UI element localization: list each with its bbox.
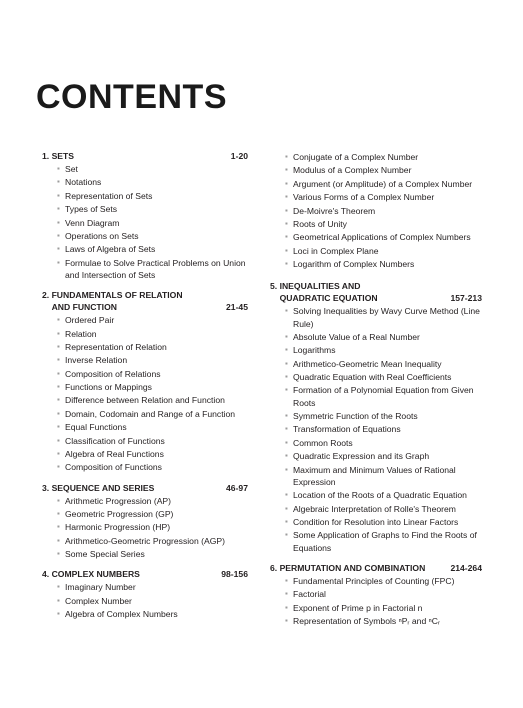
topic-item	[42, 230, 248, 242]
topic-label: Geometrical Applications of Complex Numbers	[293, 232, 471, 243]
chapter-page-range: 214-264	[450, 562, 482, 573]
bullet-icon: ▪	[57, 449, 60, 459]
bullet-icon: ▪	[285, 232, 288, 242]
topic-item	[270, 191, 482, 203]
bullet-icon: ▪	[57, 509, 60, 519]
page-title: CONTENTS	[36, 78, 227, 116]
chapter-title: INEQUALITIES AND QUADRATIC EQUATION	[279, 281, 378, 304]
chapter-entry	[270, 562, 482, 627]
bullet-icon: ▪	[285, 615, 288, 625]
chapter-heading	[42, 289, 248, 313]
topic-label: Exponent of Prime p in Factorial n	[293, 602, 423, 613]
bullet-icon: ▪	[285, 575, 288, 585]
bullet-icon: ▪	[57, 382, 60, 392]
bullet-icon: ▪	[285, 385, 288, 395]
topic-label: Quadratic Expression and its Graph	[293, 451, 430, 462]
topic-label: Relation	[65, 328, 97, 339]
bullet-icon: ▪	[285, 490, 288, 500]
topic-label: Arithmetico-Geometric Mean Inequality	[293, 358, 442, 369]
topic-label: Venn Diagram	[65, 217, 120, 228]
topic-item	[270, 371, 482, 383]
topic-item	[42, 163, 248, 175]
topic-label: Algebra of Real Functions	[65, 449, 164, 460]
contents-left-column	[42, 150, 248, 627]
topic-item	[42, 368, 248, 380]
topic-label: Various Forms of a Complex Number	[293, 192, 435, 203]
topic-item	[42, 435, 248, 447]
topic-label: Location of the Roots of a Quadratic Equation	[293, 490, 467, 501]
topic-item	[270, 437, 482, 449]
bullet-icon: ▪	[285, 358, 288, 368]
bullet-icon: ▪	[57, 355, 60, 365]
topic-item	[270, 588, 482, 600]
bullet-icon: ▪	[57, 535, 60, 545]
bullet-icon: ▪	[57, 204, 60, 214]
topic-item	[42, 176, 248, 188]
topic-label: Conjugate of a Complex Number	[293, 152, 419, 162]
topic-label: Logarithms	[293, 345, 336, 356]
topic-item	[270, 384, 482, 408]
topic-item	[270, 344, 482, 356]
bullet-icon: ▪	[285, 259, 288, 269]
topic-item	[42, 461, 248, 473]
bullet-icon: ▪	[57, 495, 60, 505]
topic-label: Representation of Relation	[65, 341, 167, 352]
topic-label: Absolute Value of a Real Number	[293, 331, 420, 342]
topic-item	[270, 503, 482, 515]
topic-item	[270, 245, 482, 257]
chapter-entry	[270, 280, 482, 553]
topic-label: Fundamental Principles of Counting (FPC)	[293, 575, 455, 586]
topic-item	[270, 410, 482, 422]
topic-list	[270, 305, 482, 553]
bullet-icon: ▪	[57, 595, 60, 605]
topic-list	[42, 163, 248, 281]
chapter-number: 4.	[42, 569, 50, 580]
chapter-heading	[42, 150, 248, 162]
chapter-title: COMPLEX NUMBERS	[51, 569, 140, 580]
bullet-icon: ▪	[285, 602, 288, 612]
bullet-icon: ▪	[285, 245, 288, 255]
topic-list	[42, 581, 248, 620]
bullet-icon: ▪	[57, 315, 60, 325]
topic-item	[42, 354, 248, 366]
topic-label: Maximum and Minimum Values of Rational Expression	[293, 464, 456, 487]
topic-label: Composition of Functions	[65, 462, 162, 473]
chapter-page-range: 157-213	[450, 293, 482, 304]
chapter-page-range: 46-97	[226, 482, 248, 493]
topic-label: Harmonic Progression (HP)	[65, 522, 171, 533]
topic-label: Representation of Sets	[65, 190, 153, 201]
bullet-icon: ▪	[57, 328, 60, 338]
topic-label: De-Moivre's Theorem	[293, 205, 376, 216]
topic-label: Types of Sets	[65, 204, 118, 215]
bullet-icon: ▪	[57, 609, 60, 619]
bullet-icon: ▪	[285, 306, 288, 316]
topic-item	[42, 595, 248, 607]
topic-item	[270, 489, 482, 501]
chapter-entry	[42, 568, 248, 620]
topic-item	[270, 529, 482, 553]
topic-label: Inverse Relation	[65, 355, 128, 366]
chapter-title: PERMUTATION AND COMBINATION	[279, 562, 426, 573]
chapter-number: 2.	[42, 290, 50, 301]
topic-label: Transformation of Equations	[293, 424, 401, 435]
topic-label: Set	[65, 164, 78, 174]
bullet-icon: ▪	[57, 395, 60, 405]
topic-label: Condition for Resolution into Linear Factors	[293, 517, 459, 528]
chapter-page-range: 1-20	[230, 151, 248, 161]
topic-item	[270, 151, 482, 163]
topic-item	[270, 423, 482, 435]
chapter-heading	[270, 280, 482, 304]
topic-label: Notations	[65, 177, 102, 188]
bullet-icon: ▪	[57, 341, 60, 351]
bullet-icon: ▪	[57, 177, 60, 187]
bullet-icon: ▪	[285, 503, 288, 513]
topic-label: Equal Functions	[65, 422, 127, 433]
topic-label: Operations on Sets	[65, 230, 139, 241]
topic-item	[42, 341, 248, 353]
chapter-heading	[270, 562, 482, 574]
topic-item	[42, 314, 248, 326]
topic-label: Algebraic Interpretation of Rolle's Theorem	[293, 503, 456, 514]
topic-item	[42, 203, 248, 215]
topic-label: Argument (or Amplitude) of a Complex Number	[293, 178, 473, 189]
bullet-icon: ▪	[285, 152, 288, 161]
topic-item	[270, 615, 482, 627]
topic-item	[270, 450, 482, 462]
topic-label: Difference between Relation and Function	[65, 395, 225, 406]
topic-item	[42, 190, 248, 202]
topic-label: Symmetric Function of the Roots	[293, 411, 418, 422]
bullet-icon: ▪	[285, 178, 288, 188]
bullet-icon: ▪	[57, 368, 60, 378]
bullet-icon: ▪	[285, 424, 288, 434]
bullet-icon: ▪	[285, 372, 288, 382]
topic-item	[42, 521, 248, 533]
bullet-icon: ▪	[285, 218, 288, 228]
chapter-entry	[42, 289, 248, 474]
topic-item	[270, 205, 482, 217]
topic-label: Solving Inequalities by Wavy Curve Method (Line Rule)	[293, 306, 480, 329]
bullet-icon: ▪	[285, 192, 288, 202]
chapter-number: 1.	[42, 151, 50, 161]
chapter-page-range: 21-45	[226, 302, 248, 313]
bullet-icon: ▪	[285, 589, 288, 599]
topic-label: Geometric Progression (GP)	[65, 509, 174, 520]
chapter-heading	[42, 568, 248, 580]
topic-list	[42, 314, 248, 474]
bullet-icon: ▪	[285, 464, 288, 474]
bullet-icon: ▪	[57, 164, 60, 173]
chapter-entry	[42, 482, 248, 561]
topic-item	[42, 548, 248, 560]
topic-label: Functions or Mappings	[65, 382, 152, 393]
bullet-icon: ▪	[57, 549, 60, 559]
topic-label: Some Special Series	[65, 549, 145, 560]
topic-label: Some Application of Graphs to Find the Roots of Equations	[293, 530, 477, 553]
topic-label: Imaginary Number	[65, 582, 136, 593]
chapter-title: SETS	[51, 151, 75, 161]
bullet-icon: ▪	[285, 437, 288, 447]
topic-item	[270, 218, 482, 230]
topic-item	[42, 394, 248, 406]
chapter-number: 3.	[42, 482, 50, 493]
chapter-number: 5.	[270, 281, 278, 292]
topic-item	[270, 258, 482, 270]
topic-list	[270, 575, 482, 627]
topic-label: Loci in Complex Plane	[293, 245, 379, 256]
topic-item	[42, 581, 248, 593]
bullet-icon: ▪	[57, 244, 60, 254]
bullet-icon: ▪	[57, 190, 60, 200]
topic-label: Arithmetico-Geometric Progression (AGP)	[65, 535, 225, 546]
bullet-icon: ▪	[285, 331, 288, 341]
topic-item	[270, 575, 482, 587]
topic-label: Laws of Algebra of Sets	[65, 244, 156, 255]
topic-label: Arithmetic Progression (AP)	[65, 495, 172, 506]
topic-item	[270, 178, 482, 190]
topic-label: Common Roots	[293, 437, 353, 448]
topic-item	[270, 231, 482, 243]
topic-item	[42, 243, 248, 255]
bullet-icon: ▪	[57, 257, 60, 267]
topic-label: Domain, Codomain and Range of a Function	[65, 408, 236, 419]
topic-label: Classification of Functions	[65, 435, 165, 446]
topic-item	[42, 217, 248, 229]
bullet-icon: ▪	[285, 411, 288, 421]
topic-label: Algebra of Complex Numbers	[65, 609, 178, 620]
topic-label: Roots of Unity	[293, 218, 347, 229]
topic-item	[270, 358, 482, 370]
topic-item	[42, 421, 248, 433]
bullet-icon: ▪	[285, 530, 288, 540]
topic-item	[42, 495, 248, 507]
bullet-icon: ▪	[57, 217, 60, 227]
topic-label: Factorial	[293, 589, 326, 600]
topic-item	[270, 516, 482, 528]
topic-label: Formulae to Solve Practical Problems on Union and Intersection of Sets	[65, 257, 246, 280]
topic-label: Composition of Relations	[65, 368, 161, 379]
topic-item	[270, 164, 482, 176]
topic-label: Modulus of a Complex Number	[293, 165, 412, 176]
bullet-icon: ▪	[285, 451, 288, 461]
bullet-icon: ▪	[57, 462, 60, 472]
topic-label: Ordered Pair	[65, 315, 115, 326]
chapter-title: FUNDAMENTALS OF RELATION AND FUNCTION	[51, 290, 183, 313]
topic-item	[270, 305, 482, 329]
bullet-icon: ▪	[57, 408, 60, 418]
bullet-icon: ▪	[285, 345, 288, 355]
topic-label: Quadratic Equation with Real Coefficients	[293, 372, 452, 383]
bullet-icon: ▪	[57, 522, 60, 532]
chapter-entry	[42, 150, 248, 281]
topic-item	[42, 257, 248, 281]
chapter-title: SEQUENCE AND SERIES	[51, 482, 155, 493]
topic-item	[42, 328, 248, 340]
topic-label: Complex Number	[65, 595, 132, 606]
topic-item	[42, 508, 248, 520]
topic-item	[270, 464, 482, 488]
bullet-icon: ▪	[57, 422, 60, 432]
topic-item	[270, 602, 482, 614]
bullet-icon: ▪	[285, 165, 288, 175]
topic-list	[42, 495, 248, 561]
continued-topic-list	[270, 151, 482, 270]
topic-item	[42, 448, 248, 460]
chapter-heading	[42, 482, 248, 494]
topic-label: Representation of Symbols ⁿPᵣ and ⁿCᵣ	[293, 615, 441, 626]
chapter-page-range: 98-156	[221, 569, 248, 580]
contents-right-column	[270, 150, 482, 634]
topic-label: Formation of a Polynomial Equation from Given Roots	[293, 385, 474, 408]
bullet-icon: ▪	[285, 205, 288, 215]
topic-item	[42, 408, 248, 420]
topic-label: Logarithm of Complex Numbers	[293, 259, 415, 270]
bullet-icon: ▪	[57, 582, 60, 592]
bullet-icon: ▪	[285, 517, 288, 527]
topic-item	[42, 535, 248, 547]
bullet-icon: ▪	[57, 435, 60, 445]
topic-item	[270, 331, 482, 343]
topic-item	[42, 381, 248, 393]
chapter-number: 6.	[270, 562, 278, 573]
topic-item	[42, 608, 248, 620]
bullet-icon: ▪	[57, 230, 60, 240]
